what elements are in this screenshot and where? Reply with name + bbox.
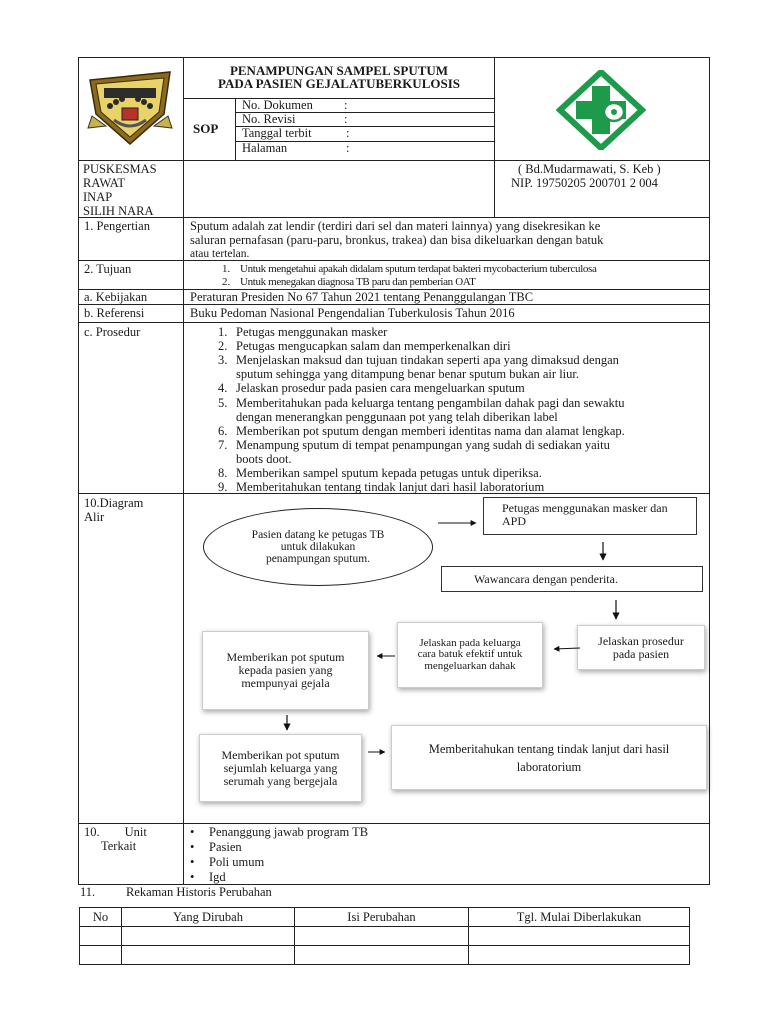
section-label-diagram: Alir bbox=[84, 510, 105, 524]
step-text: Menampung sputum di tempat penampungan yang sudah di sediakan yaitu bbox=[236, 438, 610, 452]
flow-node-text: Memberikan pot sputum kepada pasien yang mempunyai gejala bbox=[226, 650, 345, 690]
step-text: Jelaskan prosedur pada pasien cara mengeluarkan sputum bbox=[236, 381, 525, 395]
unit-item: Poli umum bbox=[209, 855, 265, 869]
step-text: Petugas menggunakan masker bbox=[236, 325, 388, 339]
step-text: Memberikan sampel sputum kepada petugas untuk diperiksa. bbox=[236, 466, 542, 480]
history-col-header: Tgl. Mulai Diberlakukan bbox=[469, 908, 690, 927]
bullet: • bbox=[190, 870, 195, 884]
history-cell bbox=[80, 927, 122, 946]
table-row bbox=[80, 946, 690, 965]
history-cell bbox=[295, 927, 469, 946]
step-num: 8. bbox=[218, 466, 228, 480]
institution-line: SILIH NARA bbox=[83, 204, 154, 218]
step-num: 1. bbox=[218, 325, 228, 339]
flow-node-text: Petugas menggunakan masker dan APD bbox=[502, 501, 668, 528]
step-num: 6. bbox=[218, 424, 228, 438]
pengertian-line: atau tertelan. bbox=[190, 248, 250, 260]
step-num: 5. bbox=[218, 396, 228, 410]
table-row bbox=[80, 927, 690, 946]
institution-line: INAP bbox=[83, 190, 113, 204]
step-text: Memberitahukan tentang tindak lanjut dari hasil laboratorium bbox=[236, 480, 545, 494]
history-cell bbox=[122, 946, 295, 965]
step-num: 3. bbox=[218, 353, 228, 367]
unit-item: Penanggung jawab program TB bbox=[209, 825, 369, 839]
referensi-text: Buku Pedoman Nasional Pengendalian Tuberkulosis Tahun 2016 bbox=[190, 306, 515, 320]
step-num: 7. bbox=[218, 438, 228, 452]
step-num: 9. bbox=[218, 480, 228, 494]
sop-label: SOP bbox=[193, 121, 219, 136]
history-cell bbox=[469, 946, 690, 965]
field-sep: : bbox=[344, 112, 348, 126]
section-label-prosedur: c. Prosedur bbox=[84, 325, 141, 339]
bullet: • bbox=[190, 855, 195, 869]
flow-node-text: Memberitahukan tentang tindak lanjut dari hasil laboratorium bbox=[428, 741, 670, 774]
history-num: 11. bbox=[80, 885, 96, 899]
history-header-row bbox=[80, 908, 690, 927]
section-label-unit: Terkait bbox=[101, 839, 137, 853]
step-text: boots doot. bbox=[236, 452, 292, 466]
flow-node-text: Jelaskan pada keluarga cara batuk efektif untuk mengeluarkan dahak bbox=[417, 636, 523, 672]
history-col-header: Isi Perubahan bbox=[295, 908, 469, 927]
section-label-referensi: b. Referensi bbox=[84, 306, 145, 320]
signer-name: ( Bd.Mudarmawati, S. Keb ) bbox=[518, 162, 661, 176]
flow-node-text: Pasien datang ke petugas TB untuk dilakukan penampungan sputum. bbox=[251, 529, 385, 565]
field-label: Halaman bbox=[242, 141, 288, 155]
section-label-diagram: 10.Diagram bbox=[84, 496, 144, 510]
step-num: 4. bbox=[218, 381, 228, 395]
field-label: No. Revisi bbox=[242, 112, 296, 126]
flow-node-text: Wawancara dengan penderita. bbox=[474, 571, 618, 586]
history-table bbox=[79, 907, 690, 965]
field-sep: : bbox=[346, 126, 350, 140]
kebijakan-text: Peraturan Presiden No 67 Tahun 2021 tentang Penanggulangan TBC bbox=[190, 290, 534, 304]
institution-line: RAWAT bbox=[83, 176, 126, 190]
bullet: • bbox=[190, 840, 195, 854]
unit-item: Igd bbox=[209, 870, 226, 884]
step-text: sputum sehingga yang ditampung benar benar sputum bukan air liur. bbox=[236, 367, 579, 381]
step-text: Petugas mengucapkan salam dan memperkenalkan diri bbox=[236, 339, 511, 353]
section-label-unit: 10. Unit bbox=[84, 825, 147, 839]
bullet: • bbox=[190, 825, 195, 839]
title-line-1: PENAMPUNGAN SAMPEL SPUTUM bbox=[229, 63, 449, 78]
section-label-tujuan: 2. Tujuan bbox=[84, 262, 132, 276]
history-col-header: No bbox=[80, 908, 122, 927]
flow-node-text: Memberikan pot sputum sejumlah keluarga yang serumah yang bergejala bbox=[221, 747, 340, 788]
history-col-header: Yang Dirubah bbox=[122, 908, 295, 927]
unit-item: Pasien bbox=[209, 840, 242, 854]
pengertian-line: Sputum adalah zat lendir (terdiri dari sel dan materi lainnya) yang disekresikan ke bbox=[190, 219, 601, 233]
tujuan-item: Untuk mengetahui apakah didalam sputum terdapat bakteri mycobacterium tuberculosa bbox=[240, 263, 597, 275]
history-cell bbox=[469, 927, 690, 946]
field-sep: : bbox=[346, 141, 350, 155]
history-cell bbox=[80, 946, 122, 965]
step-text: Memberikan pot sputum dengan memberi identitas nama dan alamat lengkap. bbox=[236, 424, 625, 438]
flow-node-text: Jelaskan prosedur pada pasien bbox=[598, 633, 684, 661]
step-text: dengan menerangkan penggunaan pot yang telah diberikan label bbox=[236, 410, 558, 424]
field-label: No. Dokumen bbox=[242, 98, 313, 112]
signer-nip: NIP. 19750205 200701 2 004 bbox=[511, 176, 658, 190]
pengertian-line: saluran pernafasan (paru-paru, bronkus, trakea) dan bisa dikeluarkan dengan batuk bbox=[190, 233, 604, 247]
step-text: Menjelaskan maksud dan tujuan tindakan seperti apa yang dimaksud dengan bbox=[236, 353, 619, 367]
history-title: Rekaman Historis Perubahan bbox=[126, 885, 272, 899]
tujuan-num: 1. bbox=[222, 263, 231, 275]
section-label-kebijakan: a. Kebijakan bbox=[84, 290, 148, 304]
step-num: 2. bbox=[218, 339, 228, 353]
step-text: Memberitahukan pada keluarga tentang pengambilan dahak pagi dan sewaktu bbox=[236, 396, 625, 410]
institution-line: PUSKESMAS bbox=[83, 162, 157, 176]
history-cell bbox=[295, 946, 469, 965]
tujuan-num: 2. bbox=[222, 276, 231, 288]
tujuan-item: Untuk menegakan diagnosa TB paru dan pemberian OAT bbox=[240, 276, 476, 288]
history-cell bbox=[122, 927, 295, 946]
field-label: Tanggal terbit bbox=[242, 126, 312, 140]
section-label-pengertian: 1. Pengertian bbox=[84, 219, 150, 233]
field-sep: : bbox=[344, 98, 348, 112]
title-line-2: PADA PASIEN GEJALATUBERKULOSIS bbox=[218, 76, 460, 91]
